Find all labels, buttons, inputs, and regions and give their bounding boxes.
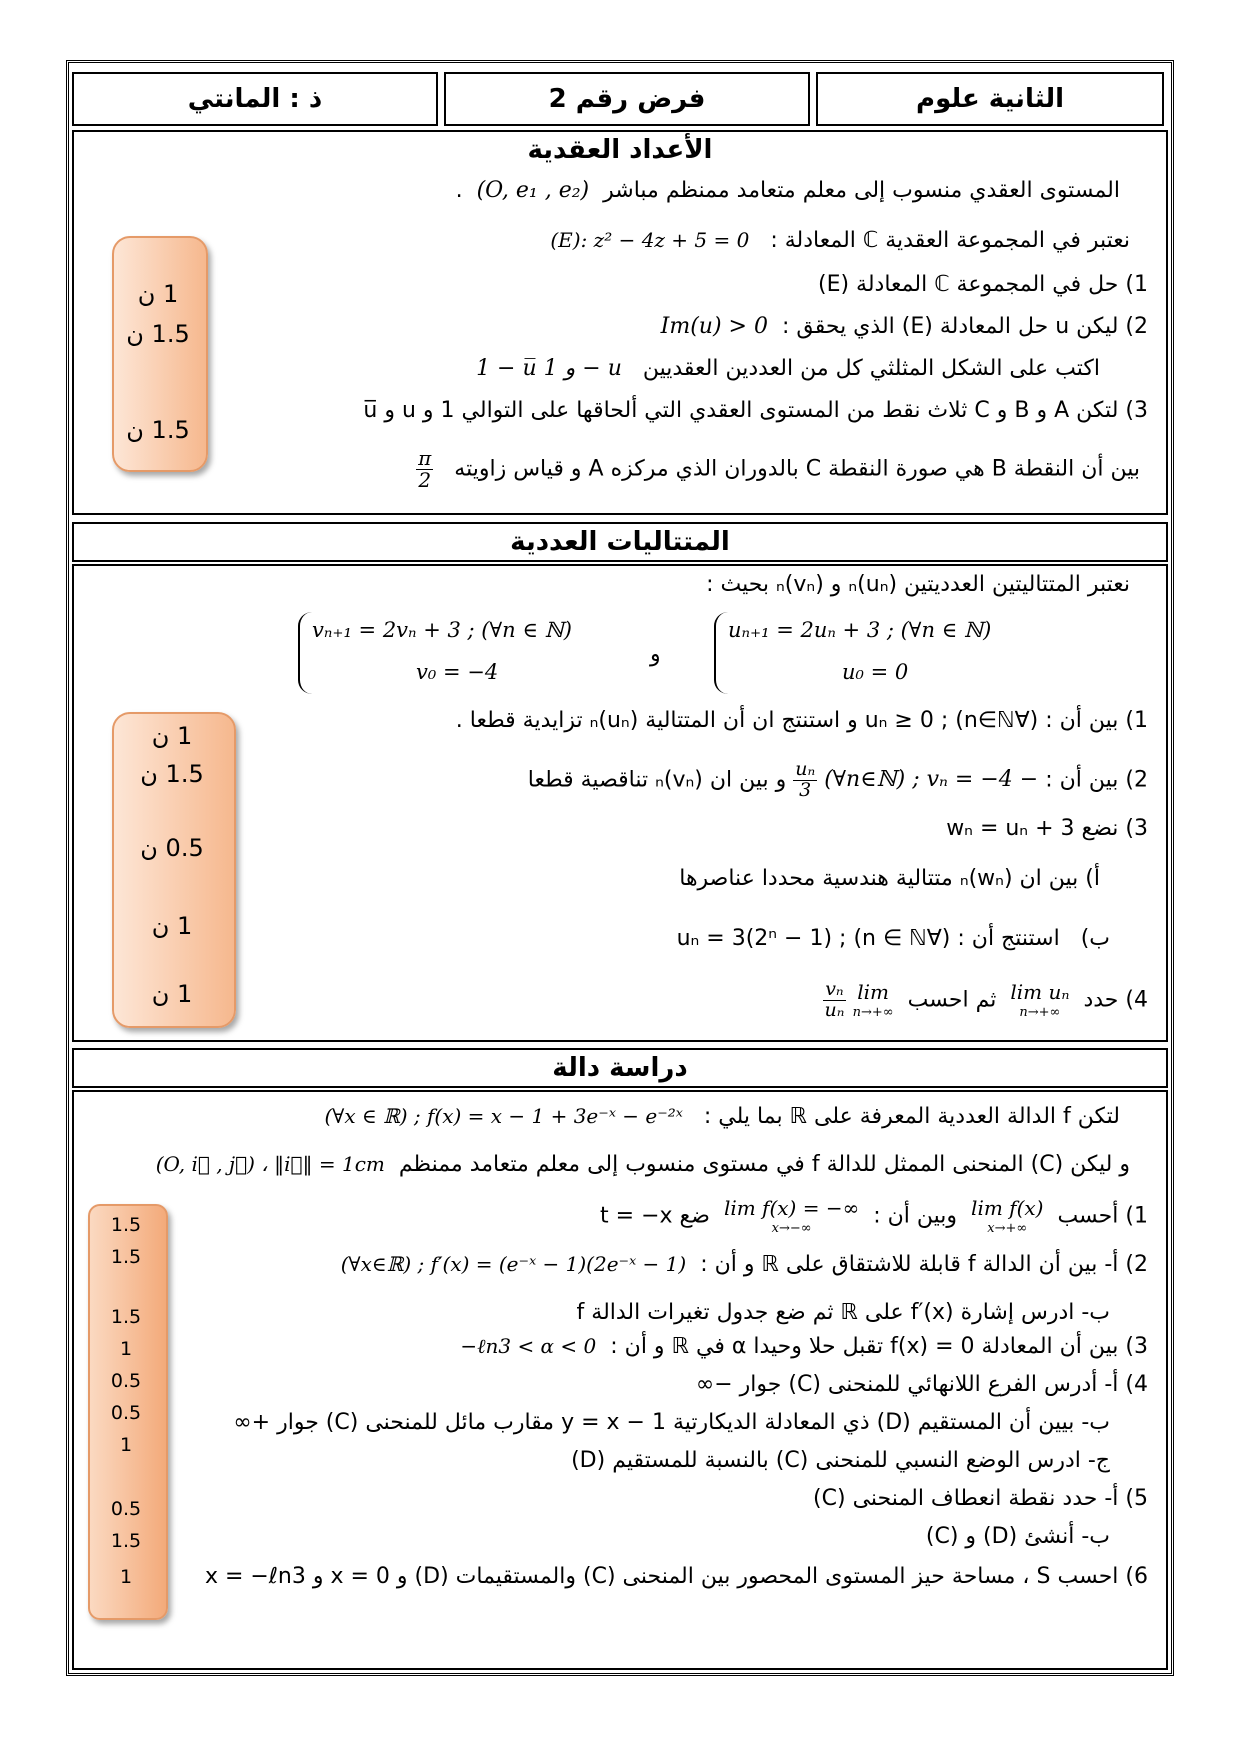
points-s3-6: 0.5 <box>110 1402 142 1424</box>
points-s1-2: 1.5 ن <box>126 320 190 348</box>
points-s1-1: 1 ن <box>137 280 179 308</box>
s3-q4a: 4) أ- أدرس الفرع اللانهائي للمنحنى (C) جوار −∞ <box>695 1372 1148 1397</box>
s1-consider: نعتبر في المجموعة العقدية ℂ المعادلة : (E): z² − 4z + 5 = 0 <box>550 228 1130 253</box>
u-recurrence: uₙ₊₁ = 2uₙ + 3 ; (∀n ∈ ℕ) <box>728 618 992 642</box>
points-s2-2: 1.5 ن <box>140 760 204 788</box>
points-s2-3: 0.5 ن <box>140 834 204 862</box>
section-function-title: دراسة دالة <box>72 1048 1168 1088</box>
points-s3-4: 1 <box>119 1338 133 1360</box>
s1-q2: 2) ليكن u حل المعادلة (E) الذي يحقق : Im(u) > 0 <box>660 314 1148 339</box>
s2-q2: 2) بين أن : (∀n∈ℕ) ; vₙ = −4 − $\frac{\text{uₙ}}{3}$ و بين ان (vₙ)ₙ تناقصية قطعا <box>527 758 1148 801</box>
systems-and: و <box>650 642 661 667</box>
s3-l1: لتكن f الدالة العددية المعرفة على ℝ بما يلي : (∀x ∈ ℝ) ; f(x) = x − 1 + 3e⁻ˣ − e⁻²ˣ <box>324 1104 1120 1129</box>
section-complex-title: الأعداد العقدية <box>527 135 713 165</box>
s3-q1: 1) أحسب lim f(x) x→+∞ وبين أن : lim f(x) = −∞ x→−∞ ضع t = −x <box>600 1196 1148 1236</box>
points-s3-3: 1.5 <box>110 1306 142 1328</box>
s3-q5b: ب- أنشئ (D) و (C) <box>925 1524 1110 1549</box>
s3-q2b: ب- ادرس إشارة f′(x) على ℝ ثم ضع جدول تغيرات الدالة f <box>576 1300 1110 1325</box>
v-recurrence: vₙ₊₁ = 2vₙ + 3 ; (∀n ∈ ℕ) <box>312 618 572 642</box>
s1-q2b: اكتب على الشكل المثلثي كل من العددين العقديين 1 − u̅ و 1 − u <box>476 356 1100 381</box>
s3-q6: 6) احسب S ، مساحة حيز المستوى المحصور بين المنحنى (C) والمستقيمات (D) و x = 0 و x = −ℓn3 <box>204 1564 1148 1589</box>
points-s3-1: 1.5 <box>110 1214 142 1236</box>
points-s3-5: 0.5 <box>110 1370 142 1392</box>
s1-q3b: بين أن النقطة B هي صورة النقطة C بالدوران الذي مركزه A و قياس زاويته $\frac{\pi}{2}$ <box>418 446 1140 492</box>
points-s3-10: 1 <box>119 1566 133 1588</box>
s2-q3: 3) نضع wₙ = uₙ + 3 <box>946 816 1148 841</box>
points-s3-9: 1.5 <box>110 1530 142 1552</box>
points-s3-8: 0.5 <box>110 1498 142 1520</box>
s3-q3: 3) بين أن المعادلة f(x) = 0 تقبل حلا وحيدا α في ℝ و أن : −ℓn3 < α < 0 <box>460 1334 1148 1359</box>
s1-q1: 1) حل في المجموعة ℂ المعادلة (E) <box>817 272 1148 297</box>
section-sequences-title: المتتاليات العددية <box>72 522 1168 562</box>
s3-q4b: ب- بيين أن المستقيم (D) ذي المعادلة الديكارتية y = x − 1 مقارب مائل للمنحنى (C) جوار +∞ <box>233 1410 1110 1435</box>
header-teacher: ذ : المانتي <box>72 72 438 126</box>
s2-q3b: ب) استنتج أن : (∀n ∈ ℕ) ; uₙ = 3(2ⁿ − 1) <box>676 926 1110 951</box>
header-level: الثانية علوم <box>816 72 1164 126</box>
points-s1-3: 1.5 ن <box>126 416 190 444</box>
s1-q3: 3) لتكن A و B و C ثلاث نقط من المستوى العقدي التي ألحاقها على التوالي 1 و u و u̅ <box>363 398 1148 423</box>
u-initial: u₀ = 0 <box>842 660 909 684</box>
header-title: فرض رقم 2 <box>444 72 810 126</box>
points-s2-5: 1 ن <box>151 980 193 1008</box>
points-s3-2: 1.5 <box>110 1246 142 1268</box>
s2-q4: 4) حدد lim uₙ n→+∞ ثم احسب lim n→+∞ $\frac{\text{vₙ}}{\text{uₙ}}$ <box>824 978 1148 1021</box>
s2-intro: نعتبر المتتاليتين العدديتين (uₙ)ₙ و (vₙ)ₙ بحيث : <box>706 572 1130 597</box>
points-s2-1: 1 ن <box>151 722 193 750</box>
s1-intro: المستوى العقدي منسوب إلى معلم متعامد ممنظم مباشر (O, e₁ , e₂) . <box>455 178 1120 203</box>
s3-l2: و ليكن (C) المنحنى الممثل للدالة f في مستوى منسوب إلى معلم متعامد ممنظم (O, i⃗ , j⃗) ، ‖i⃗‖ = 1cm <box>155 1152 1130 1177</box>
v-initial: v₀ = −4 <box>416 660 499 684</box>
s2-q1: 1) بين أن : (∀n∈ℕ) ; uₙ ≥ 0 و استنتج ان أن المتتالية (uₙ)ₙ تزايدية قطعا . <box>455 708 1148 733</box>
points-s2-4: 1 ن <box>151 912 193 940</box>
s3-q2a: 2) أ- بين أن الدالة f قابلة للاشتقاق على ℝ و أن : (∀x∈ℝ) ; f′(x) = (e⁻ˣ − 1)(2e⁻ˣ − 1) <box>340 1252 1148 1277</box>
s2-q3a: أ) بين ان (wₙ)ₙ متتالية هندسية محددا عناصرها <box>679 866 1100 891</box>
s3-q5a: 5) أ- حدد نقطة انعطاف المنحنى (C) <box>813 1486 1148 1511</box>
points-s3-7: 1 <box>119 1434 133 1456</box>
s3-q4c: ج- ادرس الوضع النسبي للمنحنى (C) بالنسبة للمستقيم (D) <box>571 1448 1110 1473</box>
